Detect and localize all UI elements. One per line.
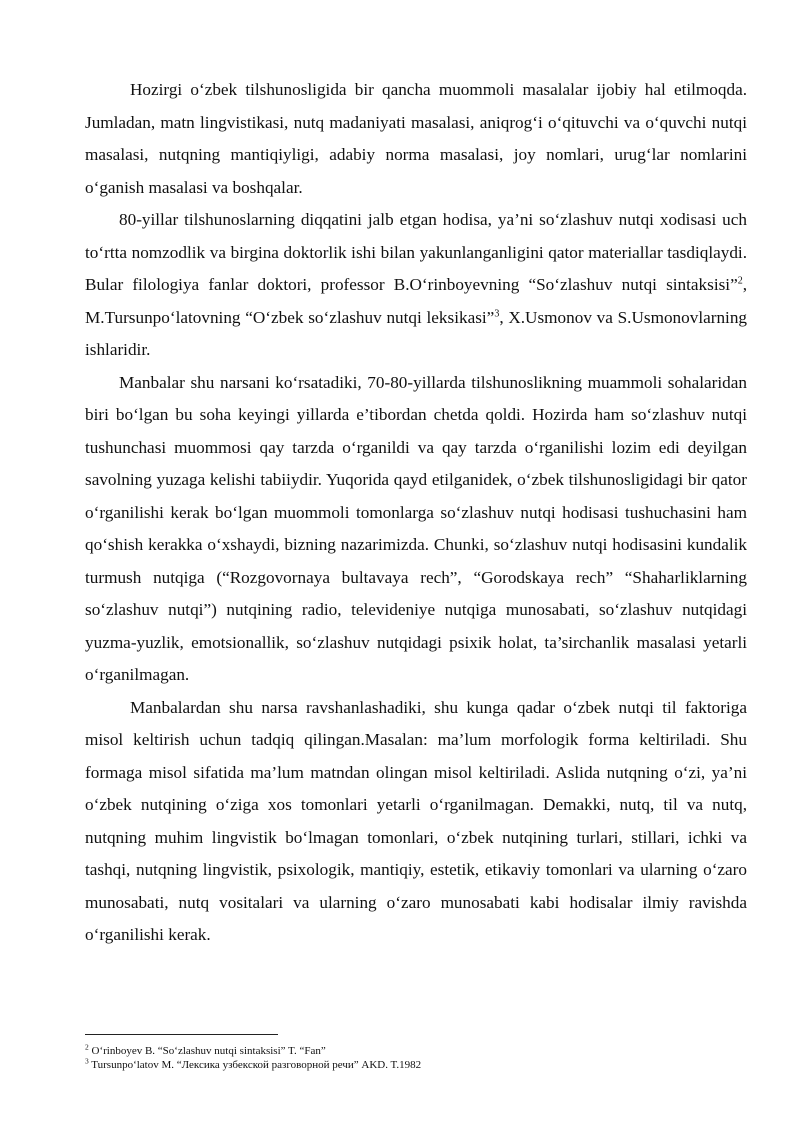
paragraph-2-part-1: 80-yillar tilshunoslarning diqqatini jalb etgan hodisa, ya’ni so‘zlashuv nutqi xodisasi uch to‘rtta nomzodlik va birgina doktorlik ishi bilan yakunlanganligini qator materiallar tasdiqlaydi. Bular filologiya fanlar doktori, professor B.O‘rinboyevning “So‘zlashuv nutqi sintaksisi” [85, 210, 747, 294]
footnote-ref-3[interactable]: 3 [494, 307, 500, 319]
paragraph-2 [85, 204, 747, 367]
paragraph-2-part-3: , X.Usmonov va S.Usmonovlarning ishlaridir. [85, 307, 748, 359]
footnote-number: 2 [85, 1042, 89, 1052]
paragraph-4: Manbalardan shu narsa ravshanlashadiki, shu kunga qadar o‘zbek nutqi til faktoriga misol keltirish uchun tadqiq qilingan.Masalan: ma’lum morfologik forma keltiriladi. Shu formaga misol sifatida ma’lum matndan olingan misol keltiriladi. Aslida nutqning o‘zi, ya’ni o‘zbek nutqining o‘ziga xos tomonlari yetarli o‘rganilmagan. Demakki, nutq, til va nutq, nutqning muhim lingvistik bo‘lmagan tomonlari, o‘zbek nutqining turlari, stillari, ichki va tashqi, nutqning lingvistik, psixologik, mantiqiy, estetik, etikaviy tomonlari va ularning o‘zaro munosabati, nutq vositalari va ularning o‘zaro munosabati kabi hodisalar ilmiy ravishda o‘rganilishi kerak. [85, 697, 747, 944]
footnote-separator [85, 1034, 278, 1035]
body-text [85, 74, 747, 952]
footnotes [85, 1044, 747, 1072]
footnote-2 [85, 1044, 747, 1058]
paragraph-1: Hozirgi o‘zbek tilshunosligida bir qancha muommoli masalalar ijobiy hal etilmoqda. Jumladan, matn lingvistikasi, nutq madaniyati masalasi, aniqrog‘i o‘qituvchi va o‘quvchi nutqi masalasi, nutqning mantiqiyligi, adabiy norma masalasi, joy nomlari, urug‘lar nomlarini o‘ganish masalasi va boshqalar. [85, 80, 747, 197]
paragraph-3: Manbalar shu narsani ko‘rsatadiki, 70-80-yillarda tilshunoslikning muammoli sohalaridan biri bo‘lgan bu soha keyingi yillarda e’tibordan chetda qoldi. Hozirda ham so‘zlashuv nutqi tushunchasi muommosi qay tarzda o‘rganildi va qay tarzda o‘rganilishi lozim edi deyilgan savolning yuzaga kelishi tabiiydir. Yuqorida qayd etilganidek, o‘zbek tilshunosligidagi bir qator o‘rganilishi kerak bo‘lgan muommoli tomonlarga so‘zlashuv nutqi hodisasi tushuchasini ham qo‘shish kerakka o‘xshaydi, bizning nazarimizda. Chunki, so‘zlashuv nutqi hodisasini kundalik turmush nutqiga (“Rozgovornaya bultavaya rech”, “Gorodskaya rech” “Shaharliklarning so‘zlashuv nutqi”) nutqining radio, televideniye nutqiga munosabati, so‘zlashuv nutqidagi yuzma-yuzlik, emotsionallik, so‘zlashuv nutqidagi psixik holat, ta’sirchanlik masalasi yetarli o‘rganilmagan. [85, 372, 747, 684]
footnote-number: 3 [85, 1056, 89, 1066]
footnote-text: O‘rinboyev B. “So‘zlashuv nutqi sintaksisi” T. “Fan” [88, 1045, 326, 1057]
paragraph-2-part-2: , M.Tursunpo‘latovning “O‘zbek so‘zlashuv nutqi leksikasi” [85, 275, 747, 327]
footnote-3 [85, 1058, 747, 1072]
footnote-ref-2[interactable]: 2 [737, 275, 743, 287]
footnote-text: Tursunpo‘latov M. “Лексика узбекской разговорной речи” AKD. T.1982 [88, 1059, 422, 1071]
